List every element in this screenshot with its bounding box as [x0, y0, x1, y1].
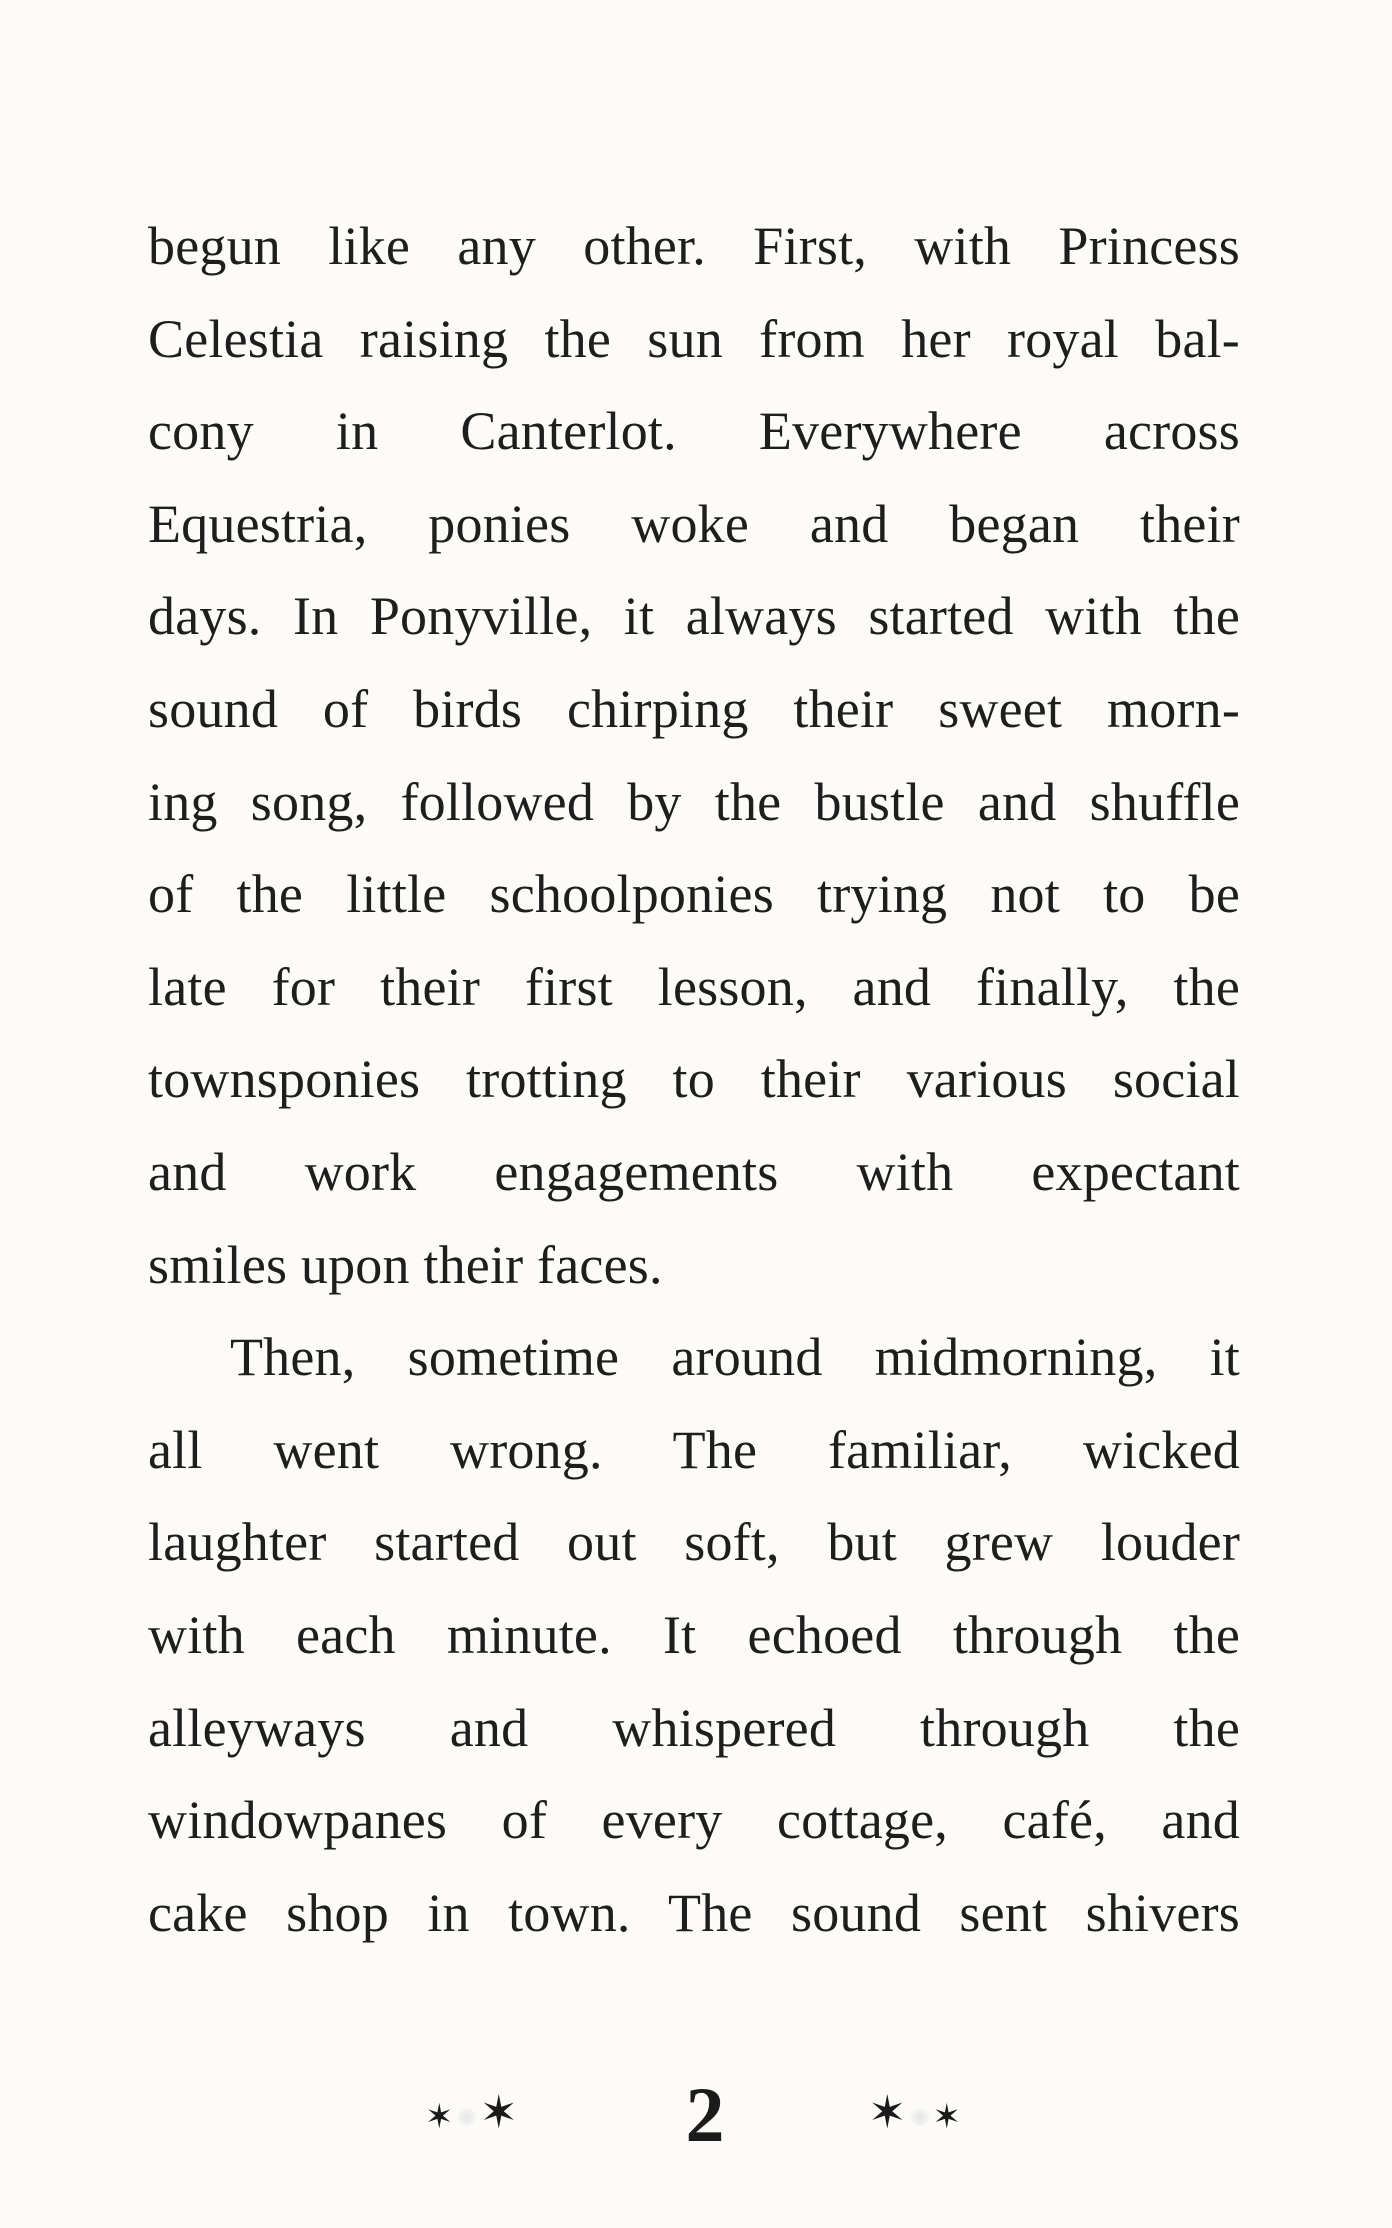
text-line: windowpanes of every cottage, café, and: [148, 1790, 1240, 1851]
text-line: of the little schoolponies trying not to be: [148, 864, 1240, 925]
text-line: all went wrong. The familiar, wicked: [148, 1419, 1240, 1480]
text-line: Celestia raising the sun from her royal bal-: [148, 308, 1240, 369]
page-footer: [0, 2070, 1392, 2160]
text-line: sound of birds chirping their sweet morn-: [148, 678, 1240, 739]
text-line-paragraph-end: smiles upon their faces.: [148, 1234, 663, 1295]
text-line: late for their first lesson, and finally, the: [148, 956, 1240, 1017]
body-text: [148, 200, 1240, 1959]
text-line: ing song, followed by the bustle and shuffle: [148, 771, 1240, 832]
small-star-icon: ✶: [932, 2097, 962, 2137]
small-star-icon: ✶: [425, 2097, 454, 2137]
large-star-icon: ✶: [479, 2085, 519, 2139]
sparkle-dot-icon: [458, 2108, 476, 2126]
left-star-ornament: [425, 2082, 518, 2142]
text-line: days. In Ponyville, it always started with the: [148, 586, 1240, 647]
right-star-ornament: [868, 2082, 961, 2142]
text-line: townsponies trotting to their various social: [148, 1049, 1240, 1110]
large-star-icon: ✶: [868, 2085, 907, 2139]
text-line: laughter started out soft, but grew louder: [148, 1512, 1240, 1573]
text-line: and work engagements with expectant: [148, 1141, 1240, 1202]
text-line: cake shop in town. The sound sent shivers: [148, 1882, 1240, 1943]
text-line: with each minute. It echoed through the: [148, 1604, 1240, 1665]
text-line-paragraph-start: Then, sometime around midmorning, it: [230, 1327, 1240, 1388]
page-number: 2: [685, 2071, 725, 2158]
text-line: alleyways and whispered through the: [148, 1697, 1240, 1758]
text-line: Equestria, ponies woke and began their: [148, 493, 1240, 554]
text-line: begun like any other. First, with Princess: [148, 216, 1240, 276]
text-line: cony in Canterlot. Everywhere across: [148, 401, 1240, 462]
sparkle-dot-icon: [911, 2108, 929, 2126]
